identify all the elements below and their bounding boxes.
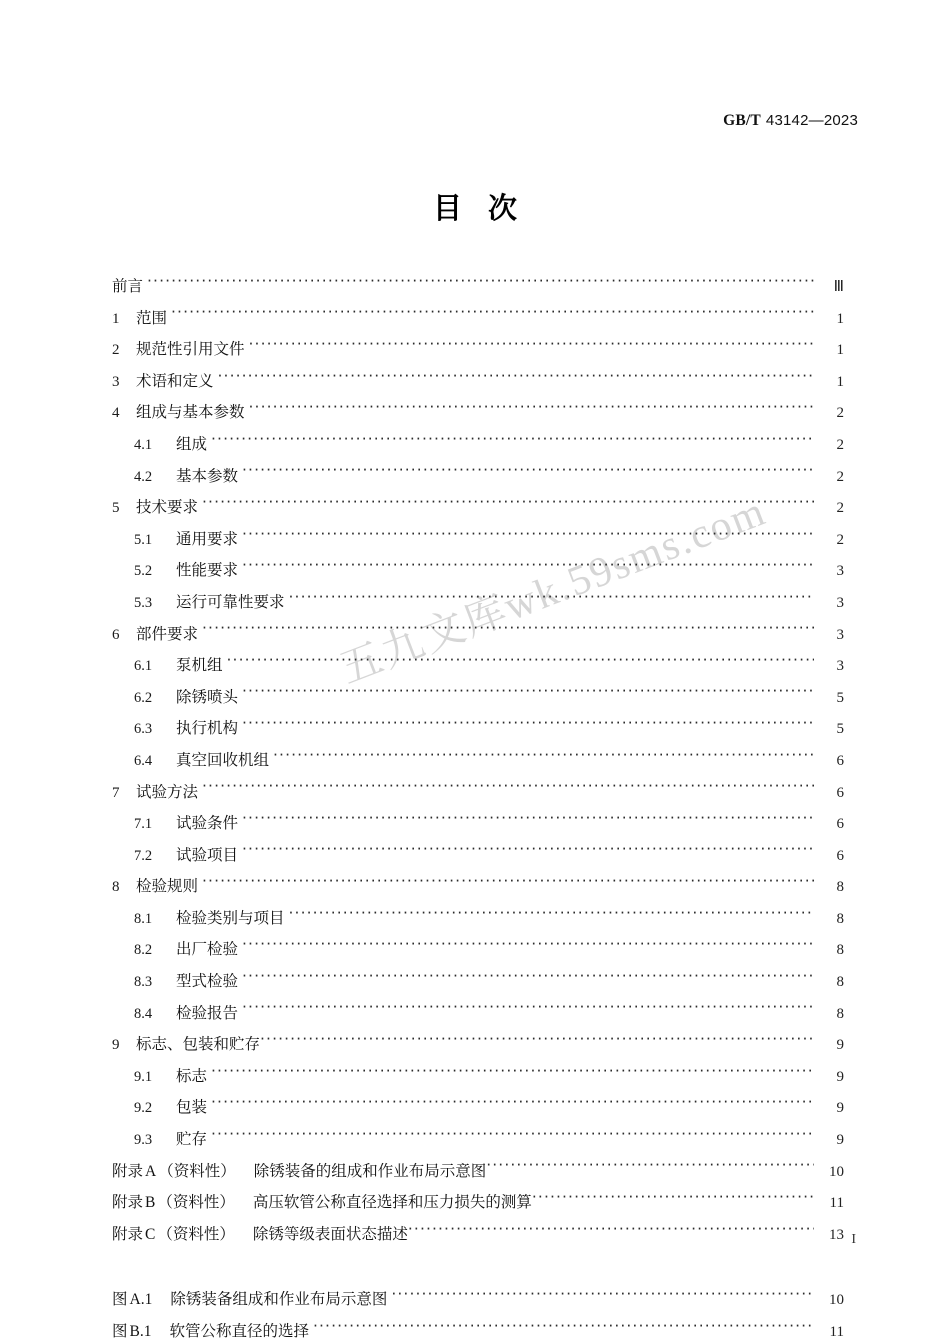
toc-entry-label: 通用要求 [176,529,239,548]
toc-entry-page: 2 [836,531,844,548]
toc-entry-number: 4.2 [134,468,153,485]
toc-entry-page: 2 [836,436,844,453]
annex-title: 高压软管公称直径选择和压力损失的测算 [252,1193,532,1212]
toc-entry-page: 1 [836,342,844,359]
toc-entry-page: 6 [836,847,844,864]
toc-entry[interactable] [112,495,844,527]
dot-leader [242,560,814,576]
dot-leader [273,749,814,765]
toc-entry[interactable] [112,874,844,906]
toc-annex-label [112,1190,532,1212]
toc-entry[interactable] [112,1095,844,1127]
figure-id: B.1 [129,1323,152,1340]
dot-leader [242,939,814,955]
toc-entry-label: 型式检验 [176,972,239,991]
toc-entry-page: 5 [836,721,844,738]
dot-leader [202,497,814,513]
toc-entry-label: 性能要求 [176,561,239,580]
toc-entry[interactable] [112,274,844,306]
dot-leader [171,307,814,323]
dot-leader [242,1002,814,1018]
toc-entry-label: 前言 [112,277,144,295]
annex-title: 除锈装备的组成和作业布局示意图 [253,1161,487,1180]
dot-leader [532,1192,814,1208]
table-of-contents [112,274,844,1344]
toc-entry[interactable] [112,1001,844,1033]
dot-leader [242,686,814,702]
dot-leader [202,876,814,892]
dot-leader [211,1129,814,1145]
toc-figure-entry[interactable] [112,1319,844,1344]
toc-entry-page: 6 [836,784,844,801]
dot-leader [227,655,814,671]
toc-figure-page: 11 [829,1324,844,1340]
toc-annex-page: 13 [829,1226,844,1243]
dot-leader [202,781,814,797]
toc-entry-label: 贮存 [176,1130,208,1149]
toc-entry[interactable] [112,1032,844,1064]
figure-title: 除锈装备组成和作业布局示意图 [170,1290,388,1309]
toc-entry-number: 5 [112,500,120,517]
toc-entry[interactable] [112,906,844,938]
toc-entry-label: 检验规则 [136,877,199,896]
toc-entry-label: 检验报告 [176,1003,239,1022]
toc-entry-page: 6 [836,752,844,769]
toc-entry[interactable] [112,780,844,812]
toc-entry[interactable] [112,1064,844,1096]
toc-entry-page: 2 [836,405,844,422]
toc-entry-number: 4 [112,405,120,422]
toc-entry-label: 技术要求 [136,498,199,517]
annex-title: 除锈等级表面状态描述 [252,1224,408,1243]
toc-entry-number: 7.2 [134,847,153,864]
annex-tag: 附录 [112,1161,144,1180]
page-footer: I [851,1232,856,1247]
toc-entry-label: 试验方法 [136,782,199,801]
toc-entry[interactable] [112,400,844,432]
dot-leader [391,1289,814,1305]
toc-entry-number: 9.2 [134,1100,153,1117]
toc-entry-number: 7.1 [134,816,153,833]
annex-letter: C [145,1225,156,1243]
dot-leader [242,813,814,829]
toc-entry-number: 6.1 [134,658,153,675]
toc-entry-label: 包装 [176,1098,208,1117]
toc-entry[interactable] [112,1127,844,1159]
toc-entry[interactable] [112,622,844,654]
toc-entry-label: 运行可靠性要求 [176,592,285,611]
toc-entry-number: 9 [112,1037,120,1054]
toc-entry-label: 规范性引用文件 [136,340,245,359]
annex-kind: （资料性） [157,1193,235,1212]
annex-kind: （资料性） [157,1224,235,1243]
toc-entry-label: 执行机构 [176,719,239,738]
figure-tag: 图 [112,1322,128,1340]
toc-entry-number: 9.3 [134,1132,153,1149]
toc-annex-page: 10 [829,1163,844,1180]
toc-entry-label: 真空回收机组 [176,750,270,769]
annex-letter: B [145,1194,156,1212]
toc-annex-entry[interactable] [112,1190,844,1222]
toc-entry-page: 3 [836,594,844,611]
toc-entry-page: 8 [836,942,844,959]
toc-entry-label: 除锈喷头 [176,687,239,706]
toc-figure-label [112,1287,387,1309]
dot-leader [486,1160,814,1176]
dot-leader [289,907,814,923]
toc-entry[interactable] [112,811,844,843]
watermark: 五九文库wk.59sms.com [333,488,773,694]
figure-title: 软管公称直径的选择 [169,1322,309,1340]
dot-leader [249,402,814,418]
toc-entry-number: 6.4 [134,752,153,769]
toc-figure-label [112,1319,309,1341]
dot-leader [289,591,814,607]
toc-entry-number: 8.3 [134,974,153,991]
toc-entry-page: 9 [836,1100,844,1117]
dot-leader [249,339,814,355]
toc-entry-number: 5.3 [134,594,153,611]
annex-tag: 附录 [112,1224,144,1243]
toc-entry-number: 4.1 [134,436,153,453]
toc-entry[interactable] [112,653,844,685]
toc-entry-page: 8 [836,879,844,896]
toc-entry[interactable] [112,685,844,717]
dot-leader [147,276,814,292]
figure-tag: 图 [112,1290,128,1309]
toc-entry-page: 8 [836,1005,844,1022]
toc-entry-page: 5 [836,689,844,706]
toc-entry-label: 组成与基本参数 [136,403,245,422]
toc-entry-page: 2 [836,468,844,485]
toc-entry[interactable] [112,716,844,748]
toc-entry-page: 9 [836,1037,844,1054]
dot-leader [202,623,814,639]
toc-entry-page: 9 [836,1068,844,1085]
standard-number: 43142—2023 [765,112,858,129]
page-title: 目次 [432,191,543,225]
dot-leader [242,465,814,481]
toc-entry-page: 6 [836,816,844,833]
toc-entry-number: 5.2 [134,563,153,580]
toc-entry-label: 标志、包装和贮存 [136,1035,261,1054]
annex-letter: A [145,1162,157,1180]
toc-entry[interactable] [112,527,844,559]
toc-annex-label [112,1159,486,1181]
toc-entry-number: 5.1 [134,531,153,548]
dot-leader [218,370,814,386]
annex-kind: （资料性） [158,1161,236,1180]
toc-entry-number: 8.1 [134,910,153,927]
dot-leader [313,1321,814,1337]
toc-entry[interactable] [112,337,844,369]
toc-entry[interactable] [112,369,844,401]
dot-leader [242,528,814,544]
toc-entry-page: 1 [836,373,844,390]
running-header [0,112,950,130]
figure-id: A.1 [129,1291,153,1309]
toc-entry-number: 8.2 [134,942,153,959]
toc-annex-page: 11 [829,1195,844,1212]
dot-leader [242,718,814,734]
toc-entry-number: 6.3 [134,721,153,738]
toc-entry-page: 8 [836,974,844,991]
toc-annex-entry[interactable] [112,1159,844,1191]
dot-leader [242,971,814,987]
toc-entry-page: 9 [836,1132,844,1149]
toc-entry-label: 出厂检验 [176,940,239,959]
dot-leader [211,433,814,449]
toc-entry-label: 试验项目 [176,845,239,864]
toc-entry-label: 范围 [136,308,168,327]
toc-entry[interactable] [112,558,844,590]
dot-leader [260,1034,814,1050]
toc-entry-label: 标志 [176,1066,208,1085]
toc-entry[interactable] [112,590,844,622]
toc-entry-label: 检验类别与项目 [176,908,285,927]
toc-figure-page: 10 [829,1292,844,1309]
standard-prefix: GB/T [723,112,761,129]
toc-entry[interactable] [112,464,844,496]
toc-entry-number: 3 [112,373,120,390]
toc-entry-page: 3 [836,626,844,643]
toc-entry[interactable] [112,937,844,969]
toc-entry-number: 9.1 [134,1068,153,1085]
dot-leader [211,1097,814,1113]
toc-entry-number: 7 [112,784,120,801]
toc-entry-number: 6 [112,626,120,643]
toc-entry-page: 8 [836,910,844,927]
toc-entry-label: 试验条件 [176,814,239,833]
annex-tag: 附录 [112,1193,144,1212]
dot-leader [211,1065,814,1081]
toc-entry-label: 术语和定义 [136,371,214,390]
toc-entry[interactable] [112,306,844,338]
toc-entry-label: 部件要求 [136,624,199,643]
toc-entry[interactable] [112,748,844,780]
toc-entry-label: 组成 [176,434,208,453]
dot-leader [242,844,814,860]
toc-entry[interactable] [112,969,844,1001]
toc-entry-number: 2 [112,342,120,359]
toc-entry-number: 1 [112,310,120,327]
toc-entry-number: 8.4 [134,1005,153,1022]
toc-entry[interactable] [112,432,844,464]
toc-entry-page: 2 [836,500,844,517]
toc-entry-page: Ⅲ [833,279,844,295]
toc-entry-page: 3 [836,563,844,580]
toc-entry-page: 3 [836,658,844,675]
toc-entry-page: 1 [836,310,844,327]
toc-entry-number: 6.2 [134,689,153,706]
toc-entry-label: 泵机组 [176,656,223,675]
toc-entry-number: 8 [112,879,120,896]
toc-entry[interactable] [112,843,844,875]
toc-entry-label: 基本参数 [176,466,239,485]
toc-figure-entry[interactable] [112,1287,844,1319]
